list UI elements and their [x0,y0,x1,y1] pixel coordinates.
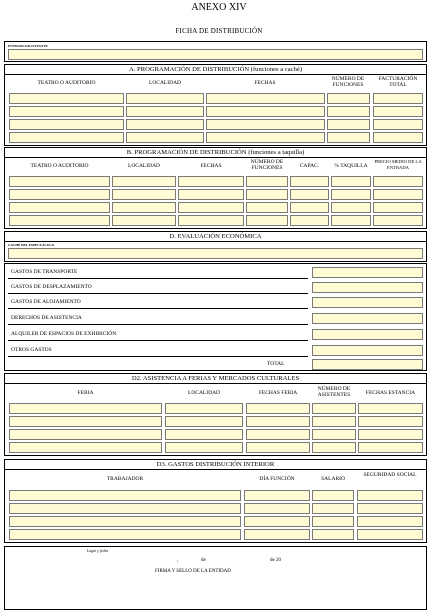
cell[interactable] [9,416,162,427]
cell[interactable] [290,202,329,213]
cell[interactable] [246,442,310,453]
cell[interactable] [178,202,244,213]
cell[interactable] [312,529,354,540]
cell[interactable] [126,106,204,117]
cell[interactable] [327,106,370,117]
cell[interactable] [206,106,325,117]
page-subtitle: FICHA DE DISTRIBUCIÓN [175,27,263,35]
cell[interactable] [206,93,325,104]
col-header: NÚMERO DE FUNCIONES [250,159,284,171]
cell[interactable] [290,176,329,187]
cell[interactable] [206,132,325,143]
cell[interactable] [331,189,371,200]
cell[interactable] [112,176,176,187]
section-b [4,147,427,229]
cell[interactable] [327,93,370,104]
col-header: SALARIO [321,476,345,482]
col-header: PRECIO MEDIO DE LA ENTRADA [374,159,422,170]
cell[interactable] [9,176,110,187]
gasto-field[interactable] [312,282,423,293]
cell[interactable] [373,132,423,143]
entidad-section [4,41,427,62]
cache-field[interactable] [8,248,423,259]
col-header: FERIA [77,390,94,396]
cell[interactable] [358,442,423,453]
cell[interactable] [312,416,356,427]
cell[interactable] [373,106,423,117]
gasto-rule [8,293,308,294]
cell[interactable] [358,403,423,414]
gasto-label: GASTOS DE ALOJAMIENTO [11,299,81,305]
date-de-1: de [201,558,206,563]
cell[interactable] [178,176,244,187]
section-d3-rule [5,469,426,470]
gasto-field[interactable] [312,267,423,278]
cell[interactable] [165,416,243,427]
cell[interactable] [312,403,356,414]
section-d2-title: D2. ASISTENCIA A FERIAS Y MERCADOS CULTURALES [131,375,300,382]
cell[interactable] [246,176,288,187]
section-d2 [4,373,427,456]
col-header: NÚMERO DE FUNCIONES [331,76,365,88]
cell[interactable] [246,416,310,427]
cell[interactable] [9,93,124,104]
cell[interactable] [112,202,176,213]
section-b-title: B. PROGRAMACIÓN DE DISTRIBUCIÓN (funciones a taquilla) [126,149,305,156]
cell[interactable] [331,215,371,226]
section-b-rule [5,157,426,158]
cell[interactable] [244,503,310,514]
gasto-rule [8,340,308,341]
gastos-section [4,263,427,371]
cell[interactable] [373,93,423,104]
page-title: ANEXO XIV [191,2,247,13]
gasto-label: ALQUILER DE ESPACIOS DE EXHIBICIÓN [11,331,117,337]
col-header: FECHAS ESTANCIA [365,390,416,396]
cell[interactable] [290,189,329,200]
cell[interactable] [331,176,371,187]
gasto-rule [8,356,308,357]
gasto-rule [8,308,308,309]
cell[interactable] [126,132,204,143]
col-header: % TAQUILLA [334,163,368,169]
gasto-label: OTROS GASTOS [11,347,52,353]
cell[interactable] [246,403,310,414]
date-de-2: de 20 [270,558,281,563]
cell[interactable] [9,215,110,226]
col-header: FECHAS [254,80,276,86]
cell[interactable] [373,215,423,226]
cell[interactable] [244,490,310,501]
cell[interactable] [246,189,288,200]
cell[interactable] [246,429,310,440]
cell[interactable] [9,202,110,213]
date-comma: , [177,558,179,563]
cell[interactable] [244,516,310,527]
col-header: CAPAC. [299,163,320,169]
section-d [4,231,427,262]
entidad-field[interactable] [8,49,423,60]
cell[interactable] [357,490,423,501]
cell[interactable] [126,93,204,104]
cell[interactable] [9,132,124,143]
cell[interactable] [9,429,162,440]
cell[interactable] [327,132,370,143]
cell[interactable] [246,202,288,213]
cell[interactable] [165,429,243,440]
cell[interactable] [312,429,356,440]
cell[interactable] [244,529,310,540]
cell[interactable] [312,503,354,514]
gasto-field[interactable] [312,345,423,356]
section-a [4,64,427,146]
cell[interactable] [9,442,162,453]
cell[interactable] [165,442,243,453]
section-d2-rule [5,383,426,384]
col-header: LOCALIDAD [187,390,221,396]
col-header: TEATRO O AUDITORIO [30,163,89,169]
cell[interactable] [178,215,244,226]
col-header: NÚMERO DE ASISTENTES [317,386,351,398]
cell[interactable] [357,503,423,514]
section-d3-title: D3. GASTOS DISTRIBUCIÓN INTERIOR [156,461,275,468]
gasto-rule [8,324,308,325]
section-d-title: D. EVALUACIÓN ECONÓMICA [169,233,262,240]
cell[interactable] [9,403,162,414]
cell[interactable] [373,189,423,200]
col-header: LOCALIDAD [127,163,161,169]
cell[interactable] [126,119,204,130]
section-a-title: A. PROGRAMACIÓN DE DISTRIBUCIÓN (funciones a caché) [128,66,303,73]
cell[interactable] [312,490,354,501]
total-label: TOTAL [267,361,285,367]
cell[interactable] [358,429,423,440]
gasto-label: DERECHOS DE ASISTENCIA [11,315,82,321]
cell[interactable] [357,529,423,540]
cell[interactable] [9,490,241,501]
col-header: FACTURACIÓN TOTAL [378,76,418,88]
cell[interactable] [112,215,176,226]
col-header: TEATRO O AUDITORIO [37,80,96,86]
gasto-label: GASTOS DE TRANSPORTE [11,269,78,275]
cell[interactable] [327,119,370,130]
cell[interactable] [331,202,371,213]
col-header: LOCALIDAD [148,80,182,86]
col-header: SEGURIDAD SOCIAL [363,472,417,478]
cell[interactable] [357,516,423,527]
cell[interactable] [9,119,124,130]
cell[interactable] [373,202,423,213]
cache-label: CACHÉ DEL ESPECTÁCULO [8,243,55,247]
section-d3 [4,459,427,543]
cell[interactable] [373,119,423,130]
cell[interactable] [290,215,329,226]
col-header: FECHAS FERIA [258,390,298,396]
cell[interactable] [246,215,288,226]
col-header: TRABAJADOR [106,476,144,482]
total-field[interactable] [312,359,423,370]
lugar-fecha-label: Lugar y fecha [87,549,109,553]
section-d-rule [5,241,426,242]
cell[interactable] [358,416,423,427]
gasto-label: GASTOS DE DESPLAZAMIENTO [11,284,92,290]
cell[interactable] [206,119,325,130]
gasto-rule [8,278,308,279]
cell[interactable] [312,442,356,453]
section-a-rule [5,74,426,75]
cell[interactable] [9,503,241,514]
gasto-field[interactable] [312,297,423,308]
col-header: FECHAS [200,163,222,169]
firma-sello-label: FIRMA Y SELLO DE LA ENTIDAD [155,569,231,574]
cell[interactable] [373,176,423,187]
entidad-label: ENTIDAD SOLICITANTE [8,44,48,48]
cell[interactable] [9,106,124,117]
cell[interactable] [9,529,241,540]
cell[interactable] [312,516,354,527]
cell[interactable] [165,403,243,414]
cell[interactable] [178,189,244,200]
cell[interactable] [9,516,241,527]
gasto-field[interactable] [312,329,423,340]
cell[interactable] [9,189,110,200]
signature-section [4,546,427,610]
cell[interactable] [112,189,176,200]
gasto-field[interactable] [312,313,423,324]
col-header: DÍA FUNCIÓN [259,476,295,482]
